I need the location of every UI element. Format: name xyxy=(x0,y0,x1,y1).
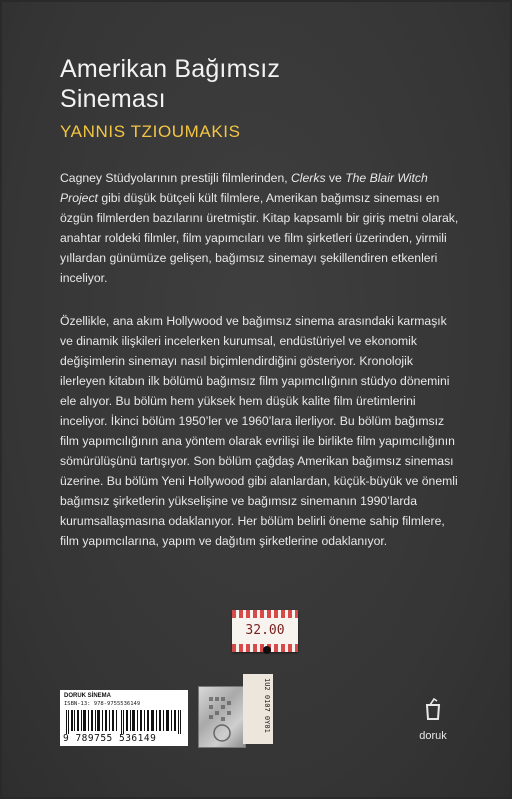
publisher-name: doruk xyxy=(419,730,447,742)
isbn-text: ISBN-13: 978-9755536149 xyxy=(64,701,141,707)
title-line-2: Sineması xyxy=(60,85,166,113)
barcode-header: DORUK SİNEMA xyxy=(64,693,112,699)
price-text: 32.00 xyxy=(245,623,285,638)
security-sticker xyxy=(198,686,246,748)
author-name: YANNIS TZIOUMAKIS xyxy=(60,122,241,141)
blurb-p1-part-a: Cagney Stüdyolarının prestijli filmlerinden, xyxy=(60,171,291,185)
film-title-blair-witch: The Blair Witch Project xyxy=(60,171,428,205)
publisher-logo xyxy=(413,697,453,742)
price-tag-text: 1U2 0107 0Y01 xyxy=(263,678,271,733)
hanging-hole xyxy=(263,646,271,654)
doruk-logo-icon xyxy=(423,697,443,721)
blurb-p1-part-c: gibi düşük bütçeli kült filmlere, Amerikan bağımsız sineması en özgün filmlerden bazılarını üretmiştir. Kitap kapsamlı bir giriş metni olarak, anahtar roldeki filmler, film yapımcıları ve film şirketleri üzerinden, yirmili yıllardan günümüze gelişen, bağımsız sinemayı şekillendiren etkenleri inceliyor. xyxy=(60,191,459,285)
blurb-paragraph-1 xyxy=(60,168,460,288)
blurb-paragraph-2: Özellikle, ana akım Hollywood ve bağımsız sinema arasındaki karmaşık ve dinamik ilişkileri incelerken kurumsal, endüstüriyel ve ekonomik değişimlerin sinemayı nasıl biçimlendirdiğini gösteriyor. Kronolojik ilerleyen kitabın ilk bölümü bağımsız film yapımcılığının stüdyo dönemini ele alıyor. Bu bölüm hem yüksek hem düşük kalite film üretimlerini inceliyor. İkinci bölüm 1950’ler ve 1960’lara ilerliyor. Bu bölüm bağımsız film yapımcılığının ana yöntem olarak evrilişi ile birlikte film yapımcılığının sömürülüşünü tartışıyor. Son bölüm çağdaş Amerikan bağımsız sineması üzerine. Bu bölüm Yeni Hollywood gibi alanlardan, küçük-büyük ve önemli bağımsız şirketlerin yükselişine ve bağımsız sinemanın 1990’larda kurumsallaşmasına odaklanıyor. Her bölüm belirli öneme sahip filmlere, film yapımcılarına, yapım ve dağıtım şirketlerine odaklanıyor. xyxy=(60,314,458,548)
sticker-stripe-top xyxy=(232,610,298,618)
film-title-clerks: Clerks xyxy=(291,171,326,185)
store-price-tag xyxy=(243,674,273,744)
title-line-1: Amerikan Bağımsız xyxy=(60,55,281,83)
hologram-pattern xyxy=(199,687,245,747)
book-title xyxy=(60,54,360,114)
blurb-p1-part-b: ve xyxy=(325,171,346,185)
barcode-number: 9 789755 536149 xyxy=(63,733,157,744)
barcode-label xyxy=(60,690,188,746)
barcode-bars xyxy=(64,710,184,734)
